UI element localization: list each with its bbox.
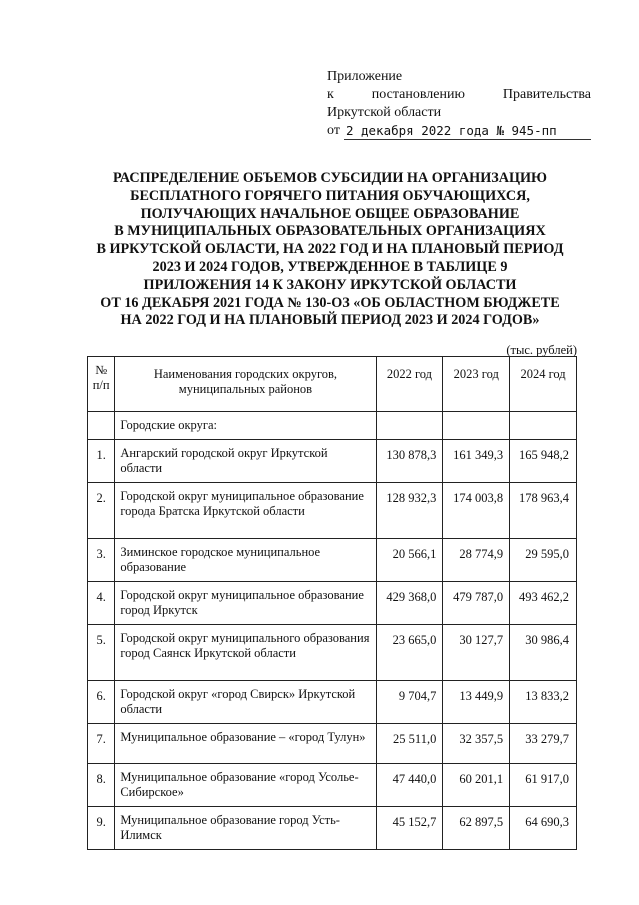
appendix-region: Иркутской области — [327, 105, 442, 120]
table-row: 2. Городской округ муниципальное образование города Братска Иркутской области 128 932,3 174 003,8 178 963,4 — [88, 483, 577, 539]
document-title — [70, 170, 590, 330]
appendix-pravitelstva: Правительства — [502, 87, 591, 102]
title-line: ПРИЛОЖЕНИЯ 14 К ЗАКОНУ ИРКУТСКОЙ ОБЛАСТИ — [143, 276, 517, 293]
appendix-ot: от — [327, 123, 340, 138]
table-row: 9. Муниципальное образование город Усть-Илимск 45 152,7 62 897,5 64 690,3 — [88, 807, 577, 850]
appendix-label: Приложение — [327, 69, 403, 84]
table-row: 6. Городской округ «город Свирск» Иркутской области 9 704,7 13 449,9 13 833,2 — [88, 681, 577, 724]
title-line: БЕСПЛАТНОГО ГОРЯЧЕГО ПИТАНИЯ ОБУЧАЮЩИХСЯ, — [130, 187, 530, 204]
title-line: ОТ 16 ДЕКАБРЯ 2021 ГОДА № 130-ОЗ «ОБ ОБЛАСТНОМ БЮДЖЕТЕ — [100, 294, 560, 311]
table-row: 4. Городской округ муниципальное образование город Иркутск 429 368,0 479 787,0 493 462,2 — [88, 582, 577, 625]
appendix-date: 2 декабря 2022 года № 945-пп — [344, 123, 591, 140]
header-2023: 2023 год — [443, 357, 510, 412]
units-label: (тыс. рублей) — [506, 343, 577, 357]
title-line: В ИРКУТСКОЙ ОБЛАСТИ, НА 2022 ГОД И НА ПЛАНОВЫЙ ПЕРИОД — [96, 241, 564, 258]
title-line: РАСПРЕДЕЛЕНИЕ ОБЪЕМОВ СУБСИДИИ НА ОРГАНИЗАЦИЮ — [112, 170, 548, 186]
table-row: 8. Муниципальное образование «город Усолье-Сибирское» 47 440,0 60 201,1 61 917,0 — [88, 764, 577, 807]
table-row: 1. Ангарский городской округ Иркутской области 130 878,3 161 349,3 165 948,2 — [88, 440, 577, 483]
header-num: № п/п — [88, 357, 115, 412]
header-name: Наименования городских округов, муниципальных районов — [115, 357, 376, 412]
table-row: 7. Муниципальное образование – «город Тулун» 25 511,0 32 357,5 33 279,7 — [88, 724, 577, 764]
subsidy-table — [87, 356, 577, 850]
table-row: 5. Городской округ муниципального образования город Саянск Иркутской области 23 665,0 30 127,7 30 986,4 — [88, 625, 577, 681]
appendix-date-line — [327, 122, 591, 140]
appendix-block — [327, 68, 591, 140]
table-header-row — [88, 357, 577, 412]
header-2024: 2024 год — [510, 357, 577, 412]
title-line: НА 2022 ГОД И НА ПЛАНОВЫЙ ПЕРИОД 2023 И 2024 ГОДОВ» — [120, 312, 540, 329]
table-row: 3. Зиминское городское муниципальное образование 20 566,1 28 774,9 29 595,0 — [88, 539, 577, 582]
section-row — [88, 412, 577, 440]
section-label: Городские округа: — [115, 412, 376, 440]
title-line: В МУНИЦИПАЛЬНЫХ ОБРАЗОВАТЕЛЬНЫХ ОРГАНИЗАЦИЯХ — [114, 223, 546, 240]
title-line: 2023 И 2024 ГОДОВ, УТВЕРЖДЕННОЕ В ТАБЛИЦЕ 9 — [152, 258, 508, 275]
title-line: ПОЛУЧАЮЩИХ НАЧАЛЬНОЕ ОБЩЕЕ ОБРАЗОВАНИЕ — [140, 205, 520, 222]
header-2022: 2022 год — [376, 357, 443, 412]
appendix-resolution-line — [327, 86, 591, 104]
appendix-k: к — [327, 87, 334, 102]
appendix-postanovleniyu: постановлению — [371, 87, 465, 102]
